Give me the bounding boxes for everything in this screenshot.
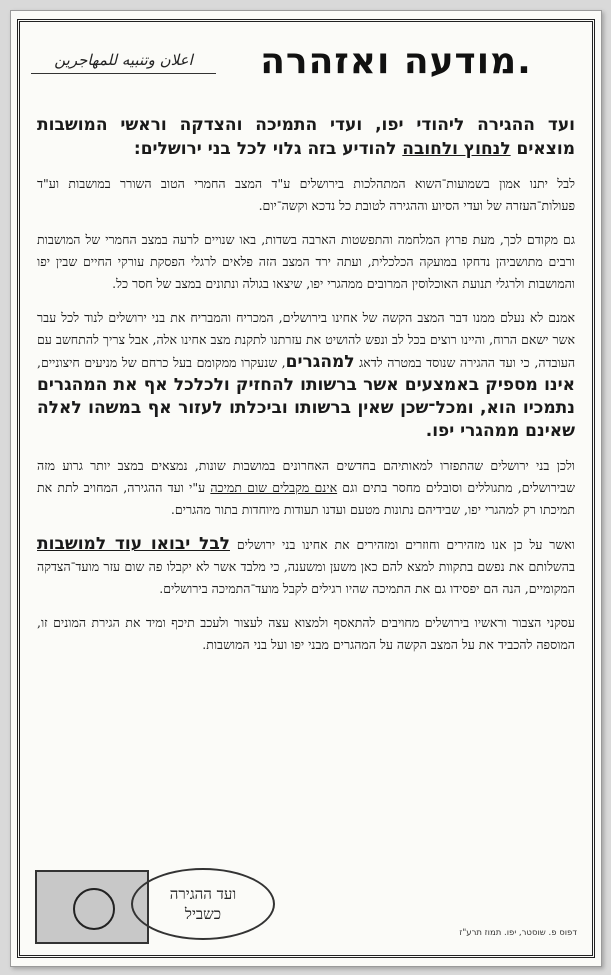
notice-header: [31, 33, 581, 103]
paragraph-4-start: ולכן בני ירושלים שהתפזרו למאותיהם בחדשים האחרונים במושבות שונות, נמצאים במצב יותר גרוע מזה שבירושלים, מתגוללים וסובלים מחסר בתים וגם: [37, 458, 575, 495]
paragraph-3: [37, 307, 575, 443]
arabic-heading: اعلان وتنبيه للمهاجرين: [31, 51, 216, 74]
stamp-emblem-icon: [73, 888, 115, 930]
paragraph-3-text: אמנם לא נעלם ממנו דבר המצב הקשה של אחינו בירושלים, המכריח והמבריח את בני ירושלים לנוד לכל עבר אשר ישאם הרוח, והיינו רוצים בכל לב ונפש להושיט את עזרתנו לתקנת מצב אחינו אלה, אבל צריך להתחשב עם העובדה, כי ועד ההגירה שנוסד במטרה לדאג: [37, 310, 576, 370]
paragraph-2: גם מקודם לכך, מעת פרוץ המלחמה והתפשטות הארבה בשדות, באו שנויים לרעה במצב החמרי של המושבות ורבים מתושביהן נדחקו במועקה הכלכלית, ועתה ירד המצב הזה פלאים לרגלי הפסקת עורקי החיים שבין יפו והמושבות ולרגלי תנועת האוכלוסין המרובים ממהגרי יפו, שיצאו בגולה ונתונים במצב של חסר כל.: [37, 232, 575, 291]
paragraph-6: עסקני הצבור וראשיו בירושלים מחויבים להתאסף ולמצוא עצה לעצור ולעכב תיכף ומיד את הגירת המונים זו, המוספה להכביד את על המצב הקשה על המהגרים מבני יפו ועל בני המושבות.: [37, 615, 575, 652]
notice-body: [37, 113, 575, 668]
paragraph-3-emphasis: אינו מספיק באמצעים אשר ברשותו להחזיק ולכלכל אף את המהגרים נתמכיו הוא, ומכל־שכן שאין ברשותו וביכלתו לעזור אף במשהו לאלה שאינם ממהגרי יפו.: [37, 375, 575, 441]
paragraph-4-end: ע"י ועד ההגירה, המחויב לתת את תמיכתו רק למהגרי יפו, שבידיהם נתונות מטעם ועדנו תעודות מיוחדות בתור מהגרים.: [37, 480, 575, 517]
notice-sheet: [10, 10, 602, 967]
intro-text-start: ועד ההגירה ליהודי יפו, ועדי התמיכה והצדקה וראשי המושבות מוצאים: [37, 115, 575, 159]
intro-underlined: לנחוץ ולחובה: [402, 139, 511, 159]
printer-credit: דפוס פ. שוסטר, יפו. תמוז תרע"ז: [459, 928, 577, 938]
paragraph-5-underlined: לבל יבואו עוד למושבות: [37, 534, 230, 554]
paragraph-4: [37, 455, 575, 521]
seal-line-2: כשביל: [184, 905, 222, 923]
paragraph-3-text-2: , שנעקרו ממקומם בעל כרחם של מניעים חיצוניים,: [37, 355, 286, 370]
page-title: מודעה ואזהרה.: [260, 41, 532, 82]
paragraph-5-end: בהשלותם את נפשם בתקוות למצא להם כאן משען ומשענה, כי מלבד אשר לא יקבלו פה שום עזר מועד־הצדקה המקומיים, הנה הם יפסידו גם את התמיכה שהיו רגילים לקבל מועד־התמיכה בירושלים.: [37, 559, 575, 596]
paragraph-5-start: ואשר על כן אנו מזהירים וחוזרים ומזהירים את אחינו בני ירושלים: [229, 537, 575, 552]
paragraph-5: [37, 533, 575, 600]
paragraph-3-keyword: למהגרים: [285, 352, 355, 372]
paragraph-4-underlined: אינם מקבלים שום תמיכה: [210, 480, 338, 495]
committee-seal: [131, 868, 275, 940]
stamp-area: [31, 864, 281, 944]
seal-line-1: ועד ההגירה: [169, 885, 237, 903]
intro-text-end: להודיע בזה גלוי לכל בני ירושלים:: [133, 139, 403, 159]
paragraph-1: לבל יתנו אמון בשמועות־השוא המתהלכות בירושלים ע"ד המצב החמרי הטוב השורר במושבות וע"ד פעולות־העזרה של ועדי הסיוע וההגירה לטובת כל נדכא וקשה־יום.: [37, 176, 575, 213]
intro-paragraph: [37, 113, 575, 161]
